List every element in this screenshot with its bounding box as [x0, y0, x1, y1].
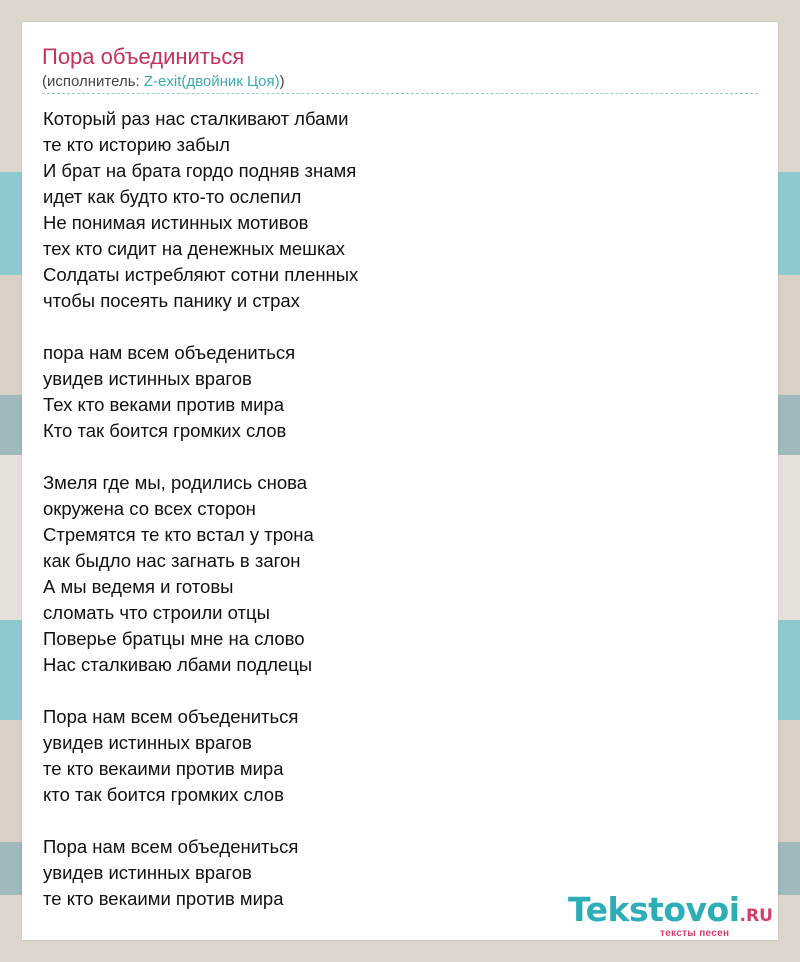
lyric-line: те кто векаими против мира [43, 888, 284, 909]
lyrics-body [43, 106, 743, 938]
logo-tld: .RU [739, 906, 773, 926]
logo-brand: Tekstovoi [568, 890, 740, 929]
lyric-line: Не понимая истинных мотивов [43, 212, 309, 233]
stanza-4 [43, 704, 743, 808]
stanza-3 [43, 470, 743, 678]
lyric-line: пора нам всем объедениться [43, 342, 296, 363]
lyric-line: те кто историю забыл [43, 134, 230, 155]
lyric-line: Который раз нас сталкивают лбами [43, 108, 349, 129]
lyric-line: увидев истинных врагов [43, 732, 252, 753]
song-title: Пора объединиться [42, 44, 245, 69]
artist-suffix: ) [279, 73, 285, 90]
lyric-line: А мы ведемя и готовы [43, 576, 234, 597]
lyric-line: Тех кто веками против мира [43, 394, 285, 415]
artist-line [42, 73, 285, 91]
lyric-line: Пора нам всем объедениться [43, 706, 299, 727]
lyrics-card [22, 22, 778, 940]
artist-link[interactable]: Z-exit(двойник Цоя) [143, 73, 280, 90]
artist-prefix: (исполнитель: [42, 73, 144, 90]
lyric-line: окружена со всех сторон [43, 498, 256, 519]
lyric-line: Пора нам всем объедениться [43, 836, 299, 857]
lyric-line: Стремятся те кто встал у трона [43, 524, 314, 545]
lyric-line: чтобы посеять панику и страх [43, 290, 300, 311]
lyric-line: Нас сталкиваю лбами подлецы [43, 654, 313, 675]
logo-tagline: тексты песен [660, 928, 730, 939]
title-divider [42, 93, 758, 94]
lyric-line: Поверье братцы мне на слово [43, 628, 305, 649]
stanza-2 [43, 340, 743, 444]
lyric-line: Солдаты истребляют сотни пленных [43, 264, 359, 285]
lyric-line: Змеля где мы, родились снова [43, 472, 308, 493]
lyric-line: те кто векаими против мира [43, 758, 284, 779]
lyric-line: тех кто сидит на денежных мешках [43, 238, 346, 259]
lyric-line: Кто так боится громких слов [43, 420, 287, 441]
lyric-line: кто так боится громких слов [43, 784, 284, 805]
lyric-line: идет как будто кто-то ослепил [43, 186, 302, 207]
lyric-line: как быдло нас загнать в загон [43, 550, 301, 571]
lyric-line: увидев истинных врагов [43, 862, 252, 883]
lyric-line: И брат на брата гордо подняв знамя [43, 160, 357, 181]
lyric-line: сломать что строили отцы [43, 602, 270, 623]
lyric-line: увидев истинных врагов [43, 368, 252, 389]
stanza-1 [43, 106, 743, 314]
